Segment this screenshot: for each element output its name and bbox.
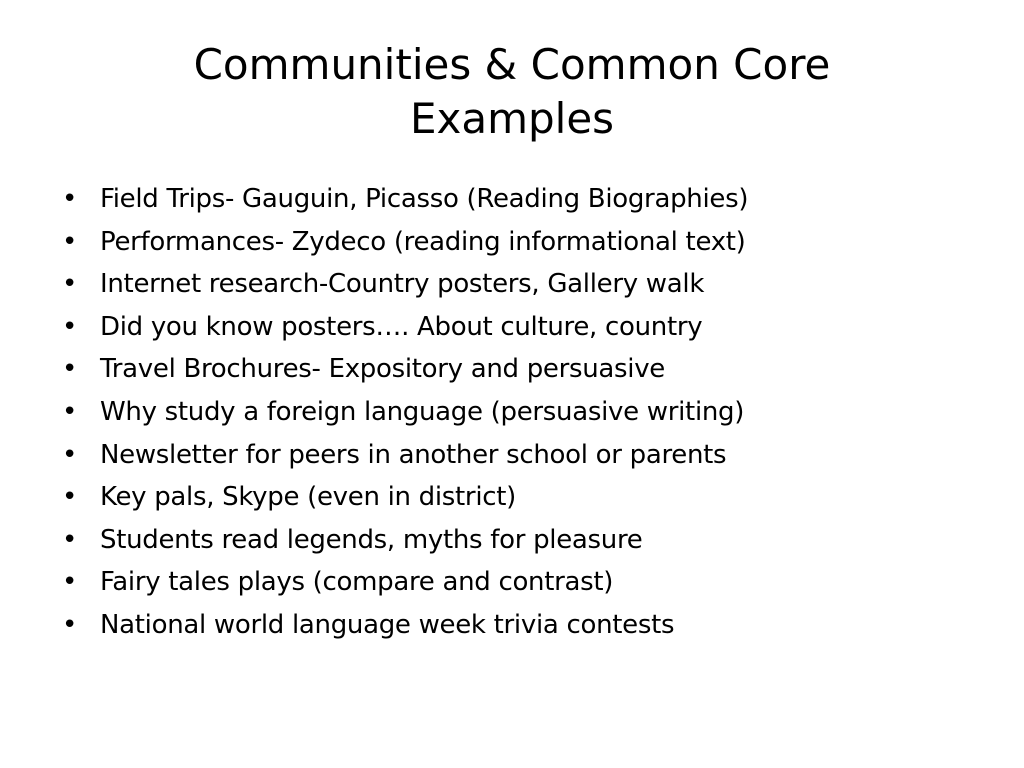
bullet-item	[56, 263, 976, 306]
bullet-dot-icon: •	[62, 609, 78, 640]
bullet-dot-icon: •	[62, 184, 78, 214]
bullet-text: Newsletter for peers in another school or parents	[100, 439, 727, 470]
bullet-text: Key pals, Skype (even in district)	[100, 482, 516, 513]
bullet-text: National world language week trivia contests	[100, 609, 675, 640]
bullet-item	[56, 306, 976, 349]
bullet-dot-icon: •	[62, 524, 78, 555]
bullet-dot-icon: •	[62, 439, 78, 470]
bullet-item	[56, 561, 976, 604]
bullet-list	[56, 178, 976, 647]
bullet-item	[56, 348, 976, 391]
bullet-text: Travel Brochures- Expository and persuasive	[100, 354, 665, 385]
bullet-dot-icon: •	[62, 226, 78, 257]
slide-title-line-1: Communities & Common Core	[193, 40, 831, 89]
bullet-text: Did you know posters…. About culture, country	[100, 311, 703, 342]
bullet-text: Why study a foreign language (persuasive writing)	[100, 396, 745, 427]
bullet-item	[56, 519, 976, 562]
bullet-item	[56, 604, 976, 647]
slide-title-line-2: Examples	[409, 94, 615, 143]
bullet-item	[56, 434, 976, 477]
bullet-text: Students read legends, myths for pleasure	[100, 524, 643, 555]
bullet-text: Internet research-Country posters, Gallery walk	[100, 269, 705, 300]
bullet-dot-icon: •	[62, 396, 78, 427]
bullet-item	[56, 476, 976, 519]
bullet-text: Field Trips- Gauguin, Picasso (Reading Biographies)	[100, 184, 749, 214]
bullet-dot-icon: •	[62, 269, 78, 300]
bullet-item	[56, 221, 976, 264]
bullet-dot-icon: •	[62, 311, 78, 342]
bullet-item	[56, 391, 976, 434]
bullet-dot-icon: •	[62, 567, 78, 598]
slide-title	[100, 38, 924, 146]
bullet-text: Performances- Zydeco (reading informational text)	[100, 226, 746, 257]
bullet-text: Fairy tales plays (compare and contrast)	[100, 567, 614, 598]
bullet-item	[56, 178, 976, 221]
bullet-dot-icon: •	[62, 354, 78, 385]
bullet-dot-icon: •	[62, 482, 78, 513]
